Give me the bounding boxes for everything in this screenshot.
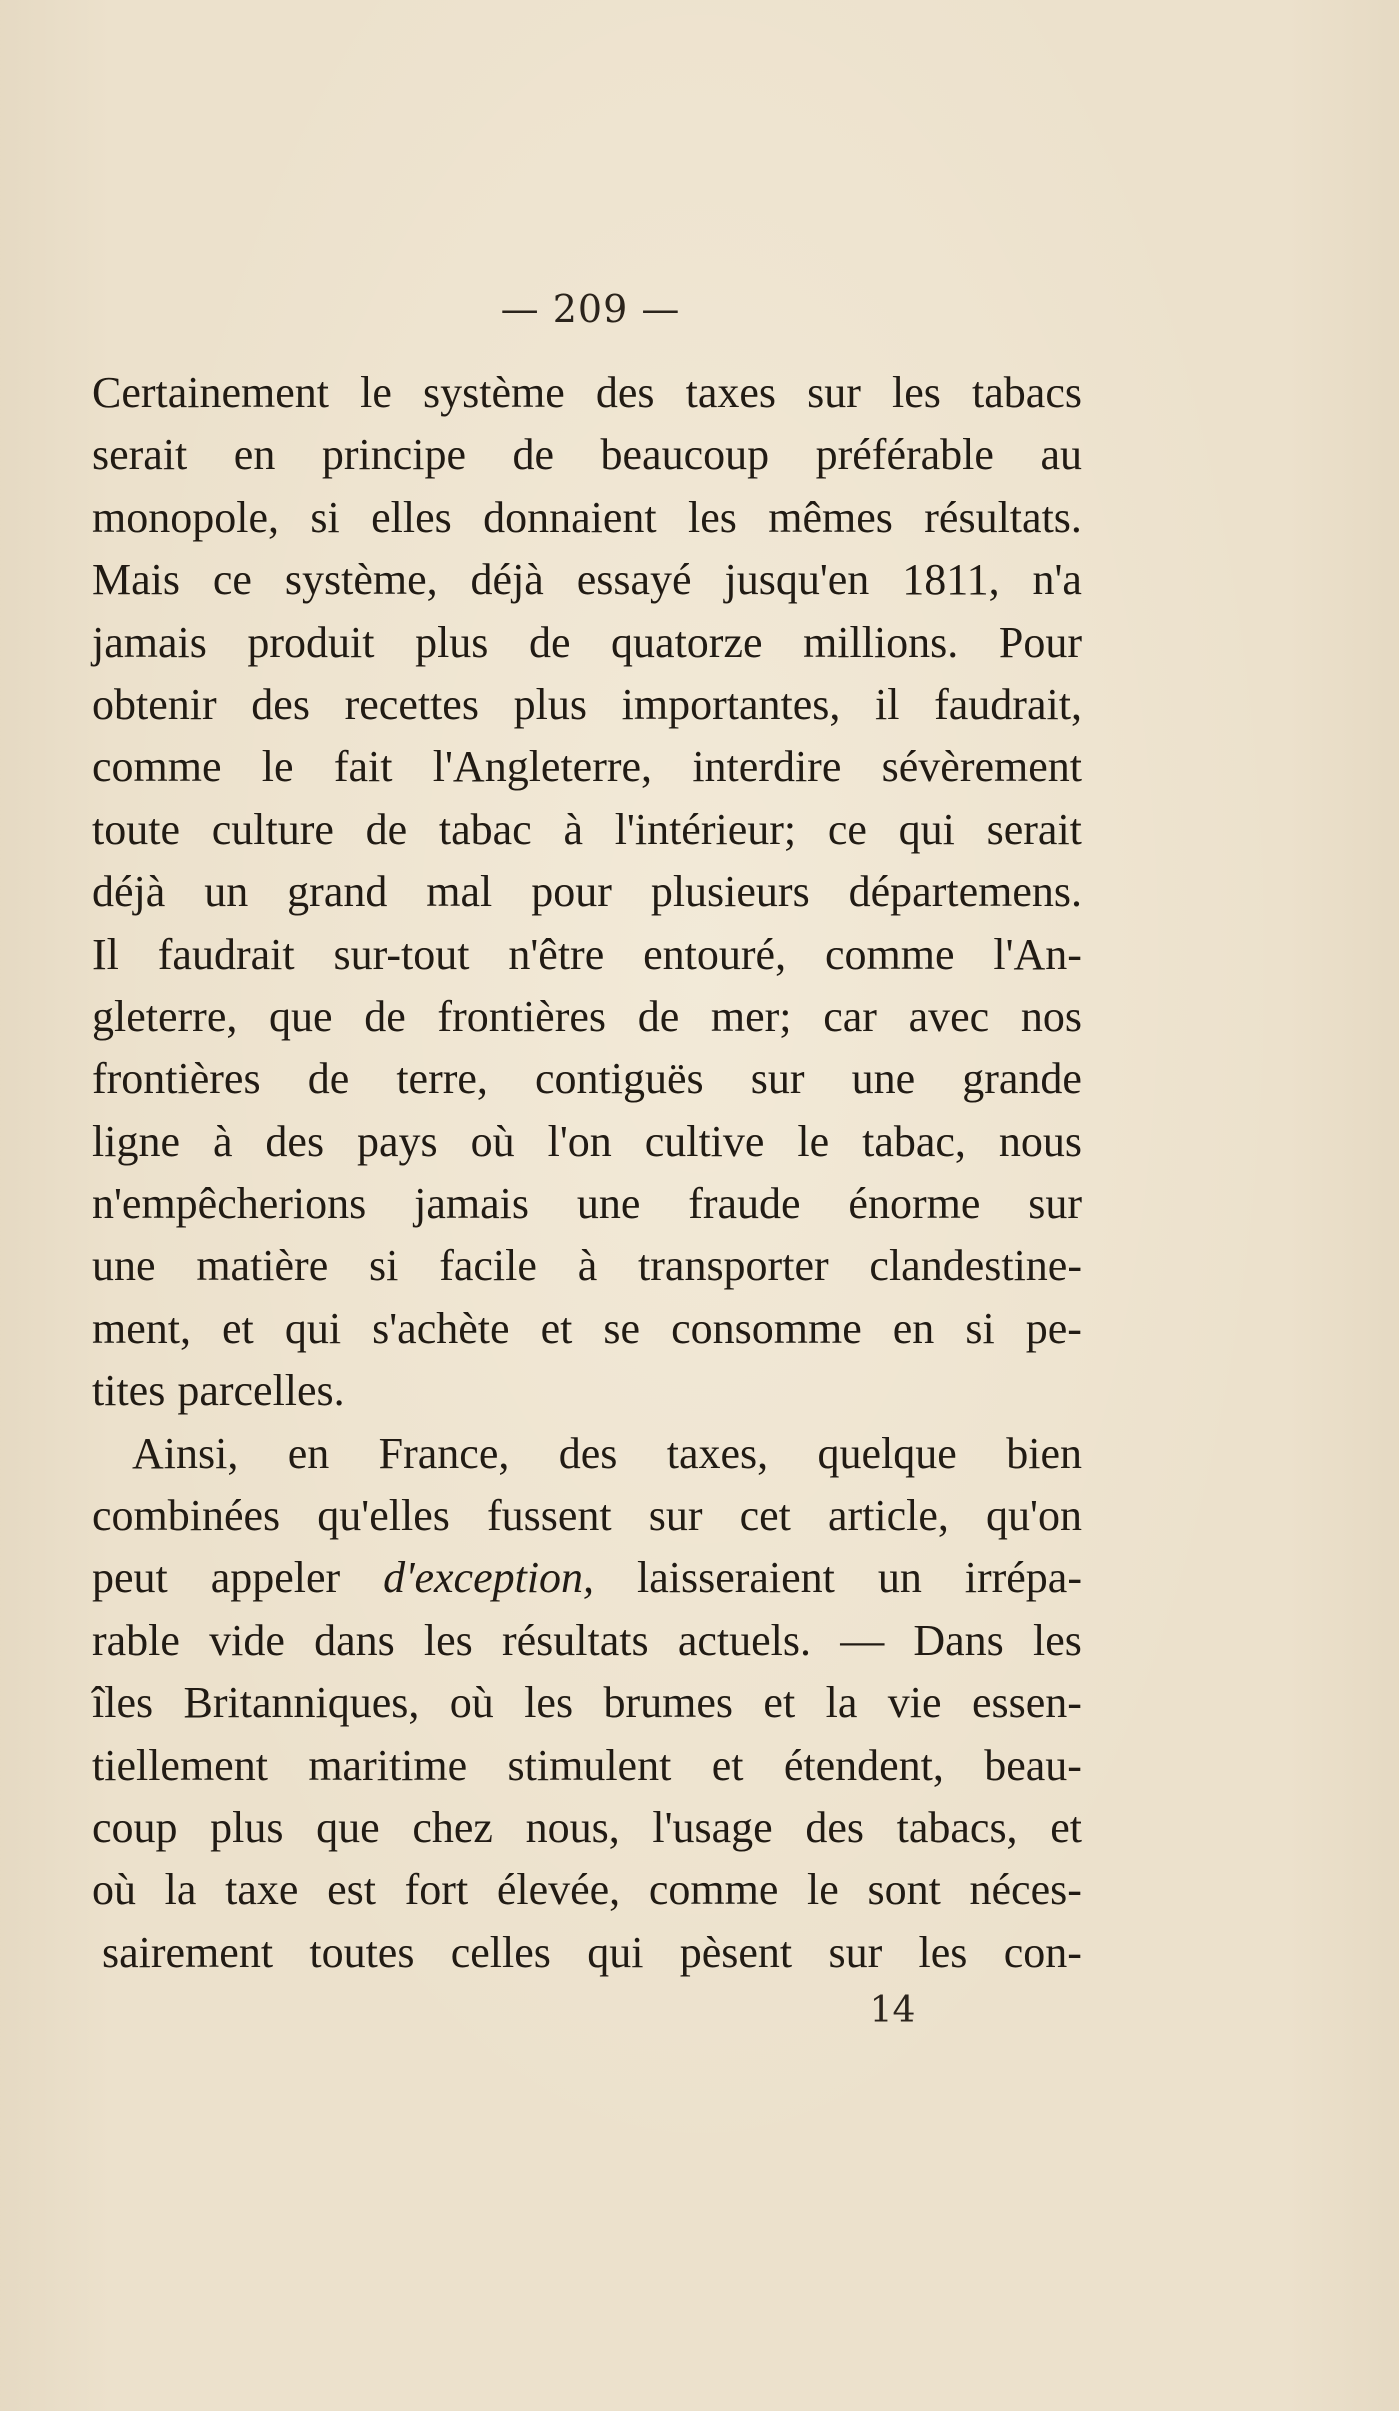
word: comme — [92, 742, 222, 792]
word: consomme — [671, 1303, 862, 1353]
word: l'An- — [993, 929, 1082, 979]
word: serait — [92, 430, 188, 480]
word: interdire — [692, 742, 842, 792]
word: sur — [750, 1054, 805, 1104]
word: frontières — [92, 1054, 261, 1104]
word: îles — [92, 1678, 154, 1728]
page-number: — 209 — — [500, 287, 681, 331]
word: et — [540, 1303, 573, 1353]
signature-mark: 14 — [869, 1990, 916, 2031]
word: sairement — [102, 1927, 274, 1977]
word: ment, — [92, 1303, 191, 1353]
word: où — [92, 1865, 136, 1915]
word: grand — [287, 867, 388, 917]
text-line — [92, 1547, 1082, 1609]
word: le — [797, 1116, 830, 1166]
text-line — [92, 612, 1082, 674]
word: plus — [513, 679, 587, 729]
word: une — [851, 1054, 916, 1104]
word: combinées — [92, 1491, 281, 1541]
word: système — [423, 368, 565, 417]
word: irrépa- — [964, 1553, 1082, 1603]
word: bien — [1006, 1428, 1082, 1478]
word: si — [965, 1303, 995, 1353]
word: pays — [357, 1116, 438, 1166]
word: l'Angleterre, — [432, 742, 653, 792]
word: l'intérieur; — [614, 804, 797, 854]
word: pe- — [1025, 1303, 1082, 1353]
word: ce — [212, 555, 252, 605]
word: appeler — [210, 1553, 341, 1603]
word: Certainement — [92, 368, 330, 417]
word: taxe — [225, 1865, 299, 1915]
word: sévèrement — [881, 742, 1082, 792]
word: un — [877, 1553, 922, 1603]
word: qu'on — [986, 1491, 1082, 1541]
word: les — [1033, 1615, 1082, 1665]
word: départemens. — [848, 867, 1082, 917]
text-line — [92, 986, 1082, 1048]
word: sur — [648, 1491, 703, 1541]
text-line — [92, 1360, 1082, 1422]
word: mal — [426, 867, 493, 917]
word: la — [825, 1678, 858, 1728]
word: sur-tout — [333, 929, 470, 979]
word: culture — [211, 804, 334, 854]
word: beau- — [984, 1740, 1082, 1790]
word: de — [364, 991, 406, 1041]
word: quatorze — [611, 617, 763, 667]
word: qui — [284, 1303, 342, 1353]
word: essayé — [576, 555, 692, 605]
word: entouré, — [643, 929, 787, 979]
text-line — [92, 924, 1082, 986]
word: que — [316, 1802, 380, 1852]
word: le — [261, 742, 294, 792]
word: importantes, — [621, 679, 841, 729]
text-line — [92, 549, 1082, 611]
word: mer; — [710, 991, 792, 1041]
word: brumes — [603, 1678, 734, 1728]
word: tabacs, — [896, 1802, 1018, 1852]
word: et — [711, 1740, 744, 1790]
word: car — [823, 991, 877, 1041]
text-line — [92, 1485, 1082, 1547]
word: transporter — [638, 1241, 829, 1291]
word: la — [164, 1865, 197, 1915]
word: article, — [828, 1491, 949, 1541]
word: des — [805, 1802, 864, 1852]
word: une — [576, 1179, 641, 1229]
word: système, — [284, 555, 438, 605]
word: tabacs — [972, 368, 1082, 417]
word: tites — [92, 1366, 166, 1416]
word: où — [470, 1116, 515, 1166]
word: pour — [531, 867, 612, 917]
word: d'exception, — [383, 1553, 595, 1603]
word: Ainsi, — [132, 1428, 239, 1478]
word: grande — [962, 1054, 1082, 1104]
text-line — [92, 487, 1082, 549]
word: monopole, — [92, 492, 279, 542]
word: résultats — [502, 1615, 649, 1665]
word: donnaient — [483, 492, 657, 542]
word: sur — [807, 368, 861, 417]
word: pèsent — [679, 1927, 793, 1977]
word: résultats. — [924, 492, 1082, 542]
word: et — [222, 1303, 254, 1353]
text-line — [92, 1173, 1082, 1235]
word: frontières — [437, 991, 607, 1041]
word: Mais — [92, 555, 180, 605]
word: tabac — [438, 804, 532, 854]
word: facile — [439, 1241, 537, 1291]
word: dans — [314, 1615, 395, 1665]
word: sont — [867, 1865, 941, 1915]
word: un — [204, 867, 249, 917]
word: fussent — [486, 1491, 612, 1541]
word: élevée, — [496, 1865, 621, 1915]
word: une — [92, 1241, 156, 1291]
word: fait — [333, 742, 393, 792]
word: sur — [828, 1927, 883, 1977]
text-line — [92, 674, 1082, 736]
word: des — [265, 1116, 325, 1166]
word: où — [449, 1678, 494, 1728]
word: faudrait — [157, 929, 295, 979]
word: Dans — [913, 1615, 1004, 1665]
word: matière — [196, 1241, 329, 1291]
word: que — [269, 991, 333, 1041]
word: plus — [415, 617, 489, 667]
text-line — [92, 799, 1082, 861]
word: les — [918, 1927, 968, 1977]
word: ce — [827, 804, 867, 854]
word: n'être — [508, 929, 605, 979]
word: essen- — [971, 1678, 1082, 1728]
word: étendent, — [783, 1740, 944, 1790]
word: toutes — [309, 1927, 415, 1977]
word: de — [307, 1054, 350, 1104]
word: millions. — [803, 617, 959, 667]
word: recettes — [344, 679, 479, 729]
word: à — [577, 1241, 598, 1291]
word: est — [327, 1865, 376, 1915]
word: fort — [404, 1865, 469, 1915]
word: taxes, — [666, 1428, 769, 1478]
word: obtenir — [92, 679, 217, 729]
word: si — [369, 1241, 399, 1291]
word: et — [1050, 1802, 1082, 1852]
word: néces- — [969, 1865, 1082, 1915]
word: les — [423, 1615, 473, 1665]
body-text — [92, 362, 1082, 1984]
word: comme — [824, 929, 955, 979]
word: se — [603, 1303, 641, 1353]
word: Il — [92, 929, 119, 979]
word: actuels. — [677, 1615, 811, 1665]
word: vide — [209, 1615, 285, 1665]
word: vie — [887, 1678, 942, 1728]
text-line — [92, 362, 1082, 424]
word: n'a — [1032, 555, 1082, 605]
word: les — [524, 1678, 574, 1728]
word: 1811, — [902, 555, 1000, 605]
word: France, — [378, 1428, 510, 1478]
word: parcelles. — [177, 1366, 345, 1416]
word: les — [892, 368, 941, 417]
word: quelque — [817, 1428, 957, 1478]
text-line — [92, 1735, 1082, 1797]
text-line — [92, 1672, 1082, 1734]
word: Pour — [998, 617, 1082, 667]
word: qui — [898, 804, 955, 854]
word: n'empêcherions — [92, 1179, 367, 1229]
word: elles — [371, 492, 452, 542]
word: de — [637, 991, 680, 1041]
word: stimulent — [507, 1740, 672, 1790]
word: au — [1040, 430, 1082, 480]
word: cet — [739, 1491, 791, 1541]
word: en — [287, 1428, 330, 1478]
word: toute — [92, 804, 180, 854]
word: nous, — [525, 1802, 620, 1852]
word: il — [875, 679, 900, 729]
text-line — [92, 424, 1082, 486]
word: plus — [210, 1802, 284, 1852]
word: coup — [92, 1802, 178, 1852]
word: de — [365, 804, 408, 854]
word: peut — [92, 1553, 168, 1603]
text-line — [92, 1048, 1082, 1110]
word: déjà — [470, 555, 544, 605]
word: gleterre, — [92, 991, 238, 1041]
word: avec — [908, 991, 990, 1041]
word: taxes — [685, 368, 777, 417]
word: les — [688, 492, 737, 542]
word: chez — [412, 1802, 493, 1852]
text-line — [92, 1298, 1082, 1360]
word: — — [840, 1615, 885, 1665]
word: l'on — [547, 1116, 612, 1166]
word: qui — [587, 1927, 644, 1977]
word: si — [310, 492, 340, 542]
text-line — [92, 1859, 1082, 1921]
word: et — [763, 1678, 796, 1728]
word: en — [892, 1303, 935, 1353]
word: plusieurs — [650, 867, 810, 917]
word: beaucoup — [600, 430, 770, 480]
word: principe — [321, 430, 466, 480]
word: des — [251, 679, 310, 729]
word: celles — [450, 1927, 551, 1977]
word: des — [558, 1428, 618, 1478]
word: Britanniques, — [183, 1678, 420, 1728]
word: maritime — [308, 1740, 468, 1790]
word: de — [512, 430, 555, 480]
word: qu'elles — [317, 1491, 450, 1541]
word: préférable — [815, 430, 994, 480]
word: nous — [998, 1116, 1082, 1166]
word: comme — [648, 1865, 779, 1915]
word: le — [360, 368, 392, 417]
word: faudrait, — [934, 679, 1082, 729]
text-line — [92, 1423, 1082, 1485]
text-line — [92, 1235, 1082, 1297]
word: jamais — [92, 617, 207, 667]
word: en — [233, 430, 276, 480]
word: tabac, — [862, 1116, 966, 1166]
text-line — [92, 1111, 1082, 1173]
word: jamais — [414, 1179, 529, 1229]
word: laisseraient — [636, 1553, 835, 1603]
text-line — [92, 1922, 1082, 1984]
word: ligne — [92, 1116, 180, 1166]
word: fraude — [688, 1179, 801, 1229]
word: serait — [986, 804, 1082, 854]
text-line — [92, 1797, 1082, 1859]
text-line — [92, 736, 1082, 798]
word: s'achète — [372, 1303, 510, 1353]
word: terre, — [396, 1054, 488, 1104]
word: rable — [92, 1615, 180, 1665]
word: produit — [247, 617, 375, 667]
word: nos — [1020, 991, 1082, 1041]
word: contiguës — [535, 1054, 704, 1104]
text-line — [92, 1610, 1082, 1672]
word: de — [528, 617, 571, 667]
word: des — [595, 368, 655, 417]
word: sur — [1028, 1179, 1082, 1229]
word: con- — [1003, 1927, 1082, 1977]
word: jusqu'en — [724, 555, 870, 605]
word: le — [807, 1865, 839, 1915]
text-line — [92, 861, 1082, 923]
word: à — [563, 804, 583, 854]
word: clandestine- — [869, 1241, 1082, 1291]
word: déjà — [92, 867, 166, 917]
word: mêmes — [768, 492, 893, 542]
word: énorme — [848, 1179, 981, 1229]
word: l'usage — [652, 1802, 773, 1852]
word: tiellement — [92, 1740, 268, 1790]
word: à — [212, 1116, 233, 1166]
word: cultive — [644, 1116, 765, 1166]
